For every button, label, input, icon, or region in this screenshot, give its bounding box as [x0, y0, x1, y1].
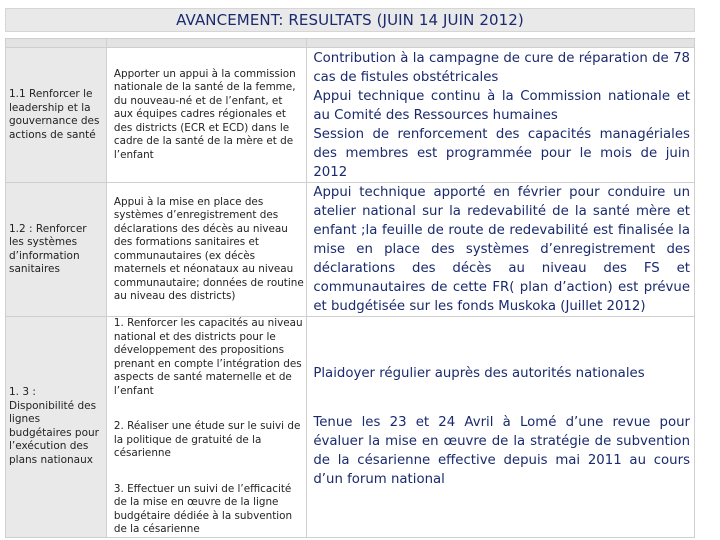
- results-table: [5, 38, 695, 538]
- objective-cell: [6, 48, 107, 183]
- results-text: [307, 364, 694, 489]
- objective-text: 1. 3 : Disponibilité des lignes budgétaires pour l’exécution des plans nationaux: [9, 386, 99, 466]
- result-item: Session de renforcement des capacités managériales des membres est programmée pour le mois de juin 2012: [313, 126, 690, 180]
- activities-text: [107, 68, 306, 163]
- activity-item: 1. Renforcer les capacités au niveau national et des districts pour le développement des propositions prenant en compte l’intégration des aspects de santé maternelle et de l’enfant: [113, 317, 303, 397]
- activities-cell: [106, 48, 306, 183]
- results-cell: [307, 48, 695, 183]
- results-cell: [307, 183, 695, 317]
- objective-text: 1.1 Renforcer le leadership et la gouvernance des actions de santé: [9, 88, 100, 141]
- result-item: Plaidoyer régulier auprès des autorités nationales: [313, 366, 645, 382]
- table-header-gap: [6, 39, 695, 48]
- activities-cell: [106, 183, 306, 317]
- table-row: [6, 183, 695, 317]
- table-row: [6, 48, 695, 183]
- activities-cell: [106, 317, 306, 538]
- result-item: Appui technique apporté en février pour conduire un atelier national sur la redevabilité de la santé mère et enfant ;la feuille de route de redevabilité est finalisée la mise en place des systèmes d’enregistrement des déclarations des décès au niveau des FS et communautaires de cette FR( plan d’action) est prévue et budgétisée sur les fonds Muskoka (Juillet 2012): [313, 185, 690, 314]
- slide-title: AVANCEMENT: RESULTATS (JUIN 14 JUIN 2012): [5, 8, 695, 32]
- activity-item: 3. Effectuer un suivi de l’efficacité de la mise en œuvre de la ligne budgétaire dédiée à la subvention de la césarienne: [113, 482, 293, 535]
- result-item: Contribution à la campagne de cure de réparation de 78 cas de fistules obstétricales: [313, 50, 690, 85]
- activities-text: [107, 196, 306, 304]
- objective-text: 1.2 : Renforcer les systèmes d’information sanitaires: [9, 222, 87, 275]
- activities-text: [107, 317, 306, 537]
- slide: [5, 8, 695, 536]
- objective-cell: [6, 183, 107, 317]
- objective-cell: [6, 317, 107, 538]
- results-text: [307, 183, 694, 316]
- table-row: [6, 317, 695, 538]
- results-text: [307, 49, 694, 182]
- activity-item: 2. Réaliser une étude sur le suivi de la politique de gratuité de la césarienne: [113, 420, 301, 459]
- results-cell: [307, 317, 695, 538]
- activity-item: Apporter un appui à la commission nationale de la santé de la femme, du nouveau-né et de l’enfant, et aux équipes cadres régionales et des districts (ECR et ECD) dans le cadre de la santé de la mère et de l’enfant: [113, 67, 296, 161]
- activity-item: Appui à la mise en place des systèmes d’enregistrement des déclarations des décès au niveau des formations sanitaires et communautaires (ex décès maternels et néonataux au niveau communautaire; données de routine au niveau des districts): [113, 195, 304, 302]
- result-item: Appui technique continu à la Commission nationale et au Comité des Ressources humaines: [313, 88, 690, 123]
- result-item: Tenue les 23 et 24 Avril à Lomé d’une revue pour évaluer la mise en œuvre de la stratégie de subvention de la césarienne effective depuis mai 2011 au cours d’un forum national: [313, 415, 690, 488]
